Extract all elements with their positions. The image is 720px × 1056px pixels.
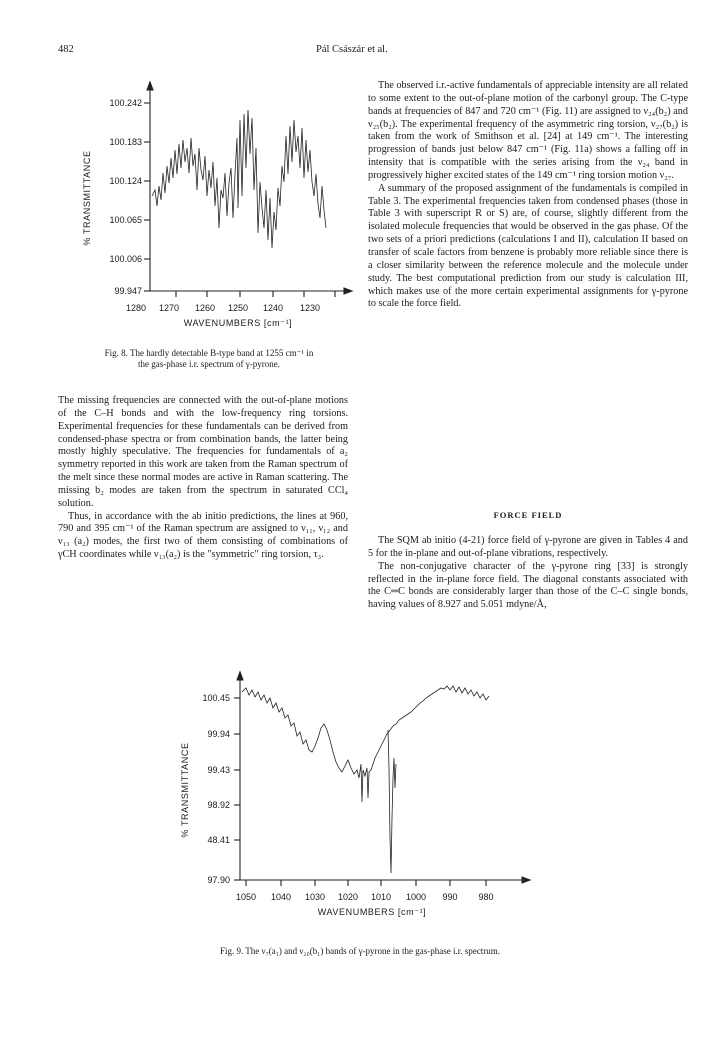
fig9-y-axis-label: % TRANSMITTANCE — [180, 742, 190, 838]
fig8-caption-line2: the gas-phase i.r. spectrum of γ-pyrone. — [138, 359, 280, 369]
left-paragraph: Thus, in accordance with the ab initio predictions, the lines at 960, 790 and 395 cm⁻¹ of the Raman spectrum are assigned to ν₁₁, ν₁₂ and ν₁₃ (a₂) modes, the first two of them consisting of combinations of γCH coordinates while ν₁₃(a₂) is the "symmetric" ring torsion, τ₃. — [58, 510, 348, 561]
fig9-xtick-label: 1020 — [337, 892, 359, 902]
fig9-ytick-label: 100.45 — [202, 693, 230, 703]
fig9-xtick-label: 990 — [442, 892, 458, 902]
fig8-caption-line1: Fig. 8. The hardly detectable B-type band at 1255 cm⁻¹ in — [104, 348, 314, 358]
fig9-ytick-label: 99.94 — [207, 729, 230, 739]
figure-8-chart — [60, 78, 360, 328]
left-paragraph: The missing frequencies are connected with the out-of-plane motions of the C–H bonds and with the low-frequency ring torsions. Experimental frequencies for these fundamentals can be derived from condensed-phase spectra or from combination bands, the latter being mostly highly speculative. The frequencies for fundamentals of a₂ symmetry reported in this work are taken from the Raman spectrum of the melt since these normal modes are active in Raman scattering. The missing b₂ modes are taken from the spectrum in saturated CCl₄ solution. — [58, 395, 348, 509]
fig8-xtick-label: 1230 — [299, 303, 321, 313]
fig8-spectrum-trace — [152, 110, 326, 248]
fig9-axes — [234, 672, 530, 886]
fig8-xtick-label: 1280 — [125, 303, 147, 313]
fig9-xtick-label: 1010 — [370, 892, 392, 902]
fig8-xtick-label: 1270 — [158, 303, 180, 313]
fig9-ytick-label: 98.92 — [207, 800, 230, 810]
section-heading: FORCE FIELD — [493, 510, 563, 520]
fig8-y-axis-label: % TRANSMITTANCE — [82, 150, 92, 246]
fig9-spectrum-trace — [242, 686, 489, 802]
figure-9-chart — [160, 668, 540, 928]
fig9-ytick-label: 97.90 — [207, 875, 230, 885]
fig9-ytick-label: 48.41 — [207, 835, 230, 845]
running-title: Pál Császár et al. — [316, 44, 388, 55]
fig9-xtick-label: 1030 — [304, 892, 326, 902]
right-paragraph: The SQM ab initio (4-21) force field of γ-pyrone are given in Tables 4 and 5 for the in-plane and out-of-plane vibrations, respectively. — [368, 535, 688, 559]
fig8-ytick-label: 100.006 — [109, 254, 142, 264]
right-column-bottom — [368, 535, 688, 612]
fig9-xtick-label: 1000 — [405, 892, 427, 902]
right-column-top — [368, 80, 688, 311]
fig8-ytick-label: 100.183 — [109, 137, 142, 147]
fig9-xtick-label: 1040 — [270, 892, 292, 902]
page-number: 482 — [58, 44, 74, 55]
fig9-x-axis-label: WAVENUMBERS [cm⁻¹] — [317, 907, 427, 917]
fig8-x-axis-label: WAVENUMBERS [cm⁻¹] — [183, 318, 293, 328]
fig8-ytick-label: 100.124 — [109, 176, 142, 186]
right-paragraph: The non-conjugative character of the γ-pyrone ring [33] is strongly reflected in the in-plane force field. The diagonal constants associated with the C═C bonds are considerably larger than those of the C–C single bonds, having values of 8.927 and 5.051 mdyne/Å, — [368, 560, 688, 611]
fig8-ytick-label: 100.242 — [109, 98, 142, 108]
fig8-xtick-label: 1260 — [194, 303, 216, 313]
fig9-xtick-label: 980 — [478, 892, 494, 902]
right-paragraph: The observed i.r.-active fundamentals of appreciable intensity are all related to some extent to the out-of-plane motion of the carbonyl group. The C-type bands at frequencies of 847 and 720 cm⁻¹ (Fig. 11) are assigned to ν₂₄(b₂) and ν₂₅(b₂). The experimental frequency of the asymmetric ring torsion, ν₂₇(b₂) is taken from the work of Smithson et al. [24] at 149 cm⁻¹. The interesting progression of bands just below 847 cm⁻¹ (Fig. 11a) shows a falling off in intensity that is compatible with the series arising from the ν₂₄ band in progressively higher excited states of the 149 cm⁻¹ ring torsion motion ν₂₇. — [368, 80, 688, 181]
fig8-xtick-label: 1250 — [227, 303, 249, 313]
left-column — [58, 395, 348, 562]
fig8-ytick-label: 100.065 — [109, 215, 142, 225]
fig8-ytick-label: 99.947 — [114, 286, 142, 296]
figure-8-caption — [56, 348, 362, 370]
fig9-ytick-label: 99.43 — [207, 765, 230, 775]
fig9-xtick-label: 1050 — [235, 892, 257, 902]
fig9-sharp-band — [388, 730, 396, 873]
fig8-xtick-label: 1240 — [262, 303, 284, 313]
figure-9-caption: Fig. 9. The ν₇(a₁) and ν₂₀(b₁) bands of γ-pyrone in the gas-phase i.r. spectrum. — [219, 946, 501, 956]
right-paragraph: A summary of the proposed assignment of the fundamentals is compiled in Table 3. The experimental frequencies taken from condensed phases (those in Table 3 with superscript R or S) are, of course, slightly different from the isolated molecule frequencies that would be observed in the gas phase. Of the two sets of a priori predictions (calculations I and II), calculation II based on transfer of scale factors from benzene is probably more reliable since there is a closer similarity between the reference molecule and the molecule under study. The best computational prediction from our study is calculation III, which makes use of the more certain experimental assignments for γ-pyrone to scale the force field. — [368, 182, 688, 310]
